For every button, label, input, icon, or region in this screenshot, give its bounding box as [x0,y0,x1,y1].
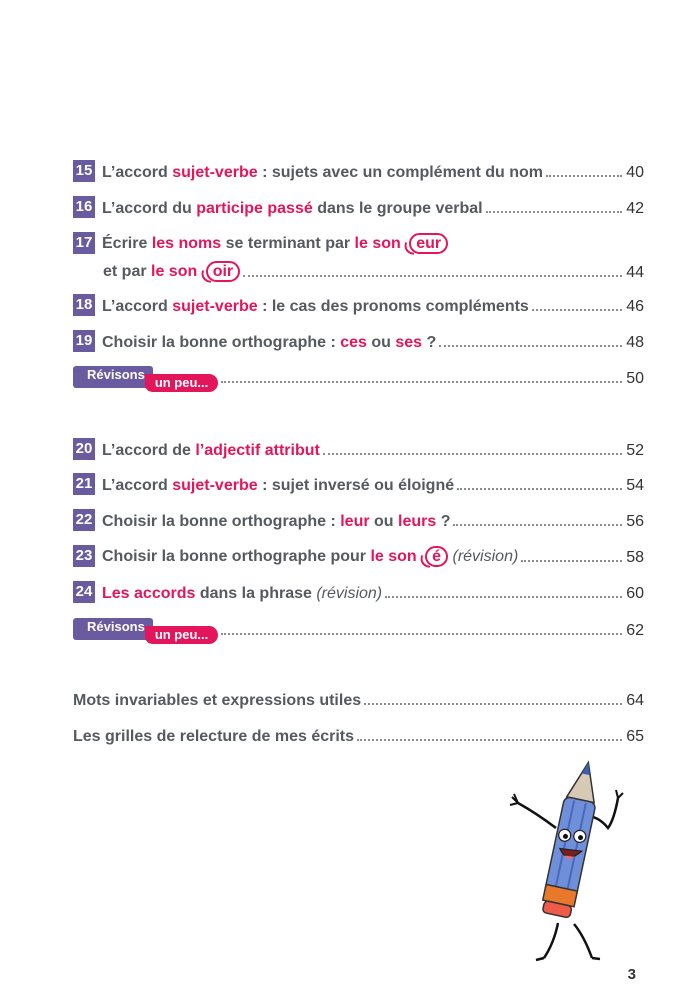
entry-page-number: 54 [626,477,644,494]
toc-entry-24[interactable] [73,575,644,603]
entry-title: L’accord sujet-verbe : sujets avec un complément du nom [102,164,544,181]
chapter-number: 16 [73,196,95,218]
chapter-number: 23 [73,545,95,567]
dot-leader [546,175,622,177]
toc-entry-16[interactable] [73,190,644,218]
entry-title: L’accord sujet-verbe : sujet inversé ou éloigné [102,477,455,494]
entry-page-number: 46 [626,298,644,315]
entry-page-number: 52 [626,442,644,459]
toc-entry-23[interactable] [73,539,644,567]
toc-annex-1[interactable] [73,682,644,710]
chapter-number: 17 [73,232,95,254]
toc-annex-2[interactable] [73,718,644,746]
toc-entry-19[interactable] [73,324,644,352]
sound-bubble: oir [206,261,240,282]
dot-leader [521,560,622,562]
revision-label: Révisons [73,618,153,640]
entry-page-number: 48 [626,334,644,351]
entry-title: L’accord du participe passé dans le groupe verbal [102,200,483,217]
chapter-number: 24 [73,581,95,603]
pencil-mascot-icon [496,758,646,968]
revision-label: Révisons [73,366,153,388]
chapter-number: 22 [73,509,95,531]
sound-bubble: é [425,546,448,567]
dot-leader [457,488,622,490]
entry-page-number: 60 [626,585,644,602]
dot-leader [453,524,622,526]
entry-page-number: 65 [626,728,644,745]
dot-leader [385,596,622,598]
chapter-number: 18 [73,294,95,316]
dot-leader [486,211,623,213]
dot-leader [364,703,622,705]
entry-title: et par le son oir [103,261,240,282]
chapter-number: 21 [73,473,95,495]
entry-page-number: 44 [626,264,644,281]
entry-title: Les grilles de relecture de mes écrits [73,728,355,745]
revision-badge [73,616,218,640]
entry-page-number: 58 [626,549,644,566]
entry-title: Choisir la bonne orthographe : ces ou ses ? [102,334,437,351]
entry-page-number: 50 [626,370,644,387]
revision-badge [73,364,218,388]
entry-title: L’accord sujet-verbe : le cas des pronoms compléments [102,298,529,315]
toc-entry-22[interactable] [73,503,644,531]
entry-title: L’accord de l’adjectif attribut [102,442,320,459]
revision-label-sub: un peu... [145,374,218,392]
chapter-number: 20 [73,438,95,460]
dot-leader [439,345,622,347]
dot-leader [221,381,622,383]
toc-entry-17[interactable] [73,226,644,254]
dot-leader [532,309,622,311]
sound-bubble: eur [409,233,448,254]
page-number: 3 [627,966,636,983]
toc-entry-20[interactable] [73,432,644,460]
toc-entry-18[interactable] [73,288,644,316]
entry-title: Choisir la bonne orthographe pour le son é (révision) [102,548,519,565]
entry-page-number: 40 [626,164,644,181]
dot-leader [221,633,622,635]
dot-leader [323,453,622,455]
chapter-number: 15 [73,160,95,182]
entry-page-number: 62 [626,622,644,639]
toc-entry-15[interactable] [73,154,644,182]
dot-leader [357,739,622,741]
entry-title: Les accords dans la phrase (révision) [102,585,383,602]
toc-revision-2[interactable] [73,612,644,640]
toc-entry-17-continued[interactable] [103,254,644,282]
toc-entry-21[interactable] [73,467,644,495]
entry-page-number: 64 [626,692,644,709]
chapter-number: 19 [73,330,95,352]
entry-title: Choisir la bonne orthographe : leur ou leurs ? [102,513,451,530]
entry-title: Mots invariables et expressions utiles [73,692,362,709]
entry-page-number: 42 [626,200,644,217]
entry-title: Écrire les noms se terminant par le son eur [102,233,448,254]
entry-page-number: 56 [626,513,644,530]
revision-label-sub: un peu... [145,626,218,644]
dot-leader [243,275,622,277]
toc-revision-1[interactable] [73,360,644,388]
